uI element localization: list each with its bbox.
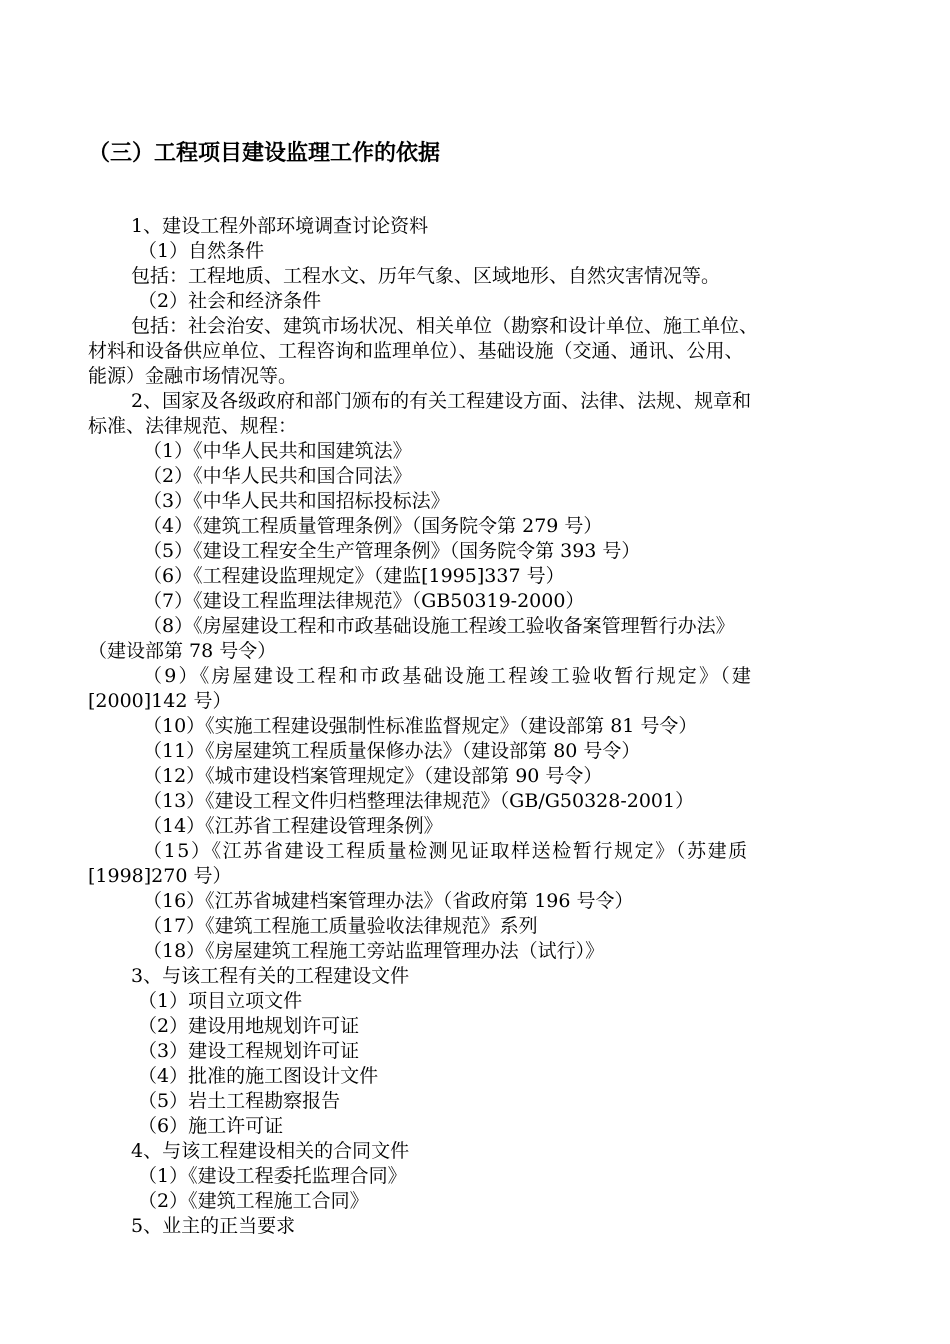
section-4-title: 4、与该工程建设相关的合同文件 (131, 1140, 410, 1162)
page-title: （三）工程项目建设监理工作的依据 (88, 141, 441, 166)
text-line: （9）《房屋建设工程和市政基础设施工程竣工验收暂行规定》（建 (143, 665, 754, 687)
law-item: （13）《建设工程文件归档整理法律规范》（GB/G50328-2001） (143, 790, 695, 812)
law-item: （14）《江苏省工程建设管理条例》 (143, 815, 443, 837)
section-3-title: 3、与该工程有关的工程建设文件 (131, 965, 410, 987)
law-item: （11）《房屋建筑工程质量保修办法》（建设部第 80 号令） (143, 740, 641, 762)
text-line: 包括：社会治安、建筑市场状况、相关单位（勘察和设计单位、施工单位、 (131, 315, 759, 337)
section-1-title: 1、建设工程外部环境调查讨论资料 (131, 215, 429, 237)
law-item (88, 839, 860, 889)
law-item: （12）《城市建设档案管理规定》（建设部第 90 号令） (143, 765, 603, 787)
law-item: （6）《工程建设监理规定》（建监[1995]337 号） (143, 565, 565, 587)
law-item: （7）《建设工程监理法律规范》（GB50319-2000） (143, 590, 585, 612)
section-1-item-2-text (88, 314, 860, 389)
doc-item: （2）建设用地规划许可证 (138, 1015, 360, 1037)
law-item: （3）《中华人民共和国招标投标法》 (143, 490, 450, 512)
section-1-item-1: （1）自然条件 (138, 240, 265, 262)
contract-item: （2）《建筑工程施工合同》 (138, 1190, 369, 1212)
text-line: 标准、法律规范、规程： (88, 415, 298, 437)
text-line: 2、国家及各级政府和部门颁布的有关工程建设方面、法律、法规、规章和 (131, 390, 752, 412)
text-line: [2000]142 号） (88, 690, 232, 712)
doc-item: （1）项目立项文件 (138, 990, 303, 1012)
section-5-title: 5、业主的正当要求 (131, 1215, 296, 1237)
law-item: （5）《建设工程安全生产管理条例》（国务院令第 393 号） (143, 540, 641, 562)
law-item: （1）《中华人民共和国建筑法》 (143, 440, 412, 462)
law-item: （2）《中华人民共和国合同法》 (143, 465, 412, 487)
text-line: （15）《江苏省建设工程质量检测见证取样送检暂行规定》（苏建质 (143, 840, 749, 862)
law-item (88, 664, 860, 714)
section-1-item-1-text: 包括：工程地质、工程水文、历年气象、区域地形、自然灾害情况等。 (131, 265, 721, 287)
doc-item: （5）岩土工程勘察报告 (138, 1090, 341, 1112)
text-line: 能源）金融市场情况等。 (88, 365, 298, 387)
text-line: [1998]270 号） (88, 865, 232, 887)
section-2-title (88, 389, 860, 439)
law-item (88, 614, 860, 664)
law-item: （18）《房屋建筑工程施工旁站监理管理办法（试行）》 (143, 940, 605, 962)
law-item: （17）《建筑工程施工质量验收法律规范》系列 (143, 915, 538, 937)
text-line: （建设部第 78 号令） (88, 640, 277, 662)
doc-item: （6）施工许可证 (138, 1115, 284, 1137)
document-body (88, 214, 860, 1239)
text-line: 材料和设备供应单位、工程咨询和监理单位）、基础设施（交通、通讯、公用、 (88, 340, 744, 362)
text-line: （8）《房屋建设工程和市政基础设施工程竣工验收备案管理暂行办法》 (143, 615, 735, 637)
section-1-item-2: （2）社会和经济条件 (138, 290, 322, 312)
law-item: （16）《江苏省城建档案管理办法》（省政府第 196 号令） (143, 890, 634, 912)
law-item: （10）《实施工程建设强制性标准监督规定》（建设部第 81 号令） (143, 715, 698, 737)
law-item: （4）《建筑工程质量管理条例》（国务院令第 279 号） (143, 515, 603, 537)
contract-item: （1）《建设工程委托监理合同》 (138, 1165, 407, 1187)
doc-item: （3）建设工程规划许可证 (138, 1040, 360, 1062)
doc-item: （4）批准的施工图设计文件 (138, 1065, 379, 1087)
